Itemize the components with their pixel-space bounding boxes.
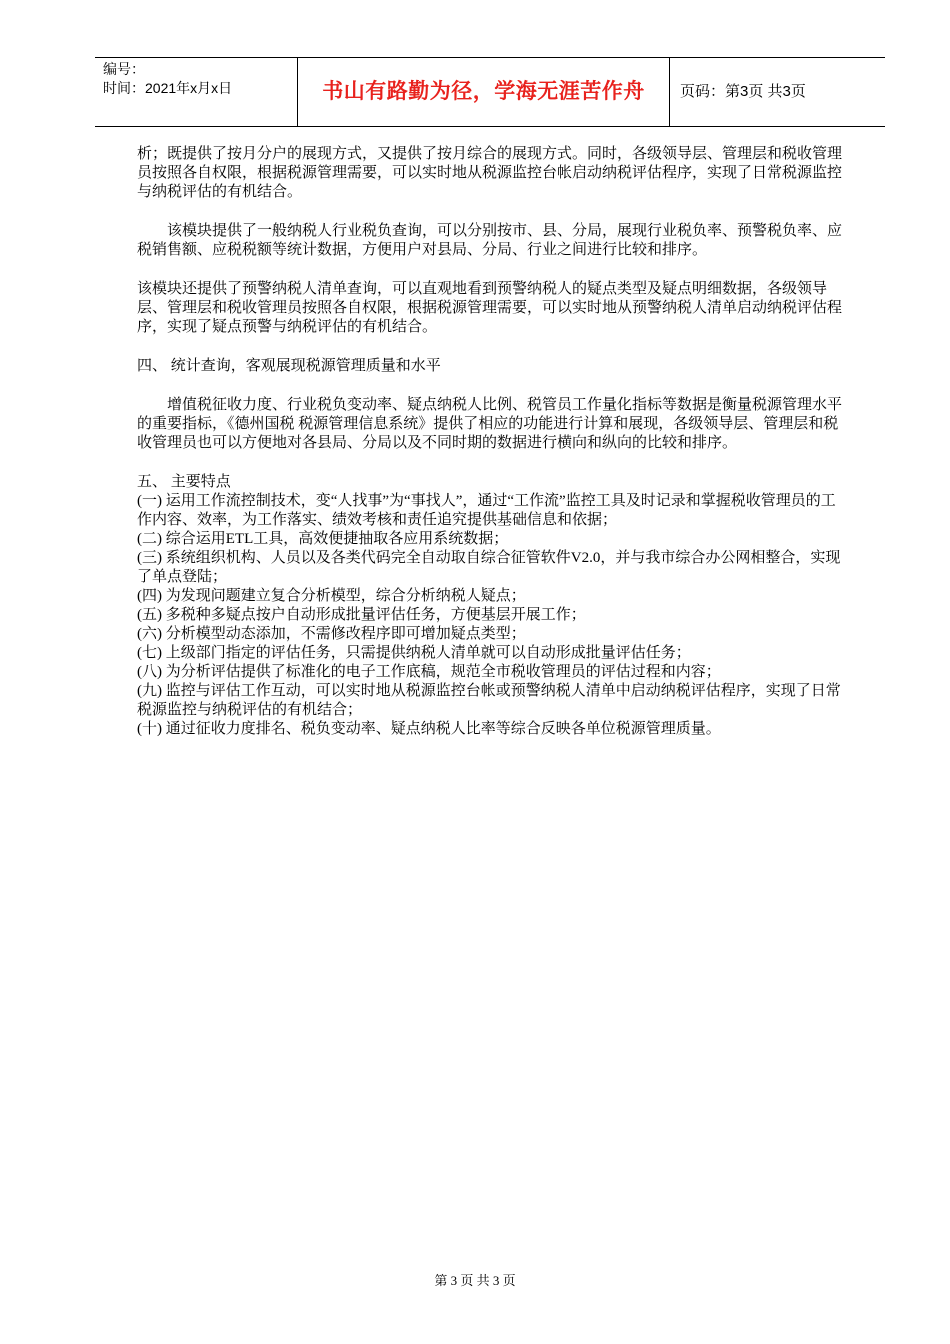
feature-item: (四) 为发现问题建立复合分析模型，综合分析纳税人疑点； [137, 588, 526, 604]
feature-item: (五) 多税种多疑点按户自动形成批量评估任务，方便基层开展工作； [137, 607, 586, 623]
feature-item: (六) 分析模型动态添加，不需修改程序即可增加疑点类型； [137, 626, 526, 642]
document-number-label: 编号： [103, 61, 145, 77]
body-paragraph: 该模块还提供了预警纳税人清单查询，可以直观地看到预警纳税人的疑点类型及疑点明细数据，各级领导层、管理层和税收管理员按照各自权限，根据税源管理需要，可以实时地从预警纳税人清单启动纳税评估程序，实现了疑点预警与纳税评估的有机结合。 [137, 281, 843, 335]
feature-item: (三) 系统组织机构、人员以及各类代码完全自动取自综合征管软件V2.0，并与我市综合办公网相整合，实现了单点登陆； [137, 550, 841, 585]
document-body [137, 145, 849, 739]
body-paragraph: 析；既提供了按月分户的展现方式，又提供了按月综合的展现方式。同时，各级领导层、管理层和税收管理员按照各自权限，根据税源管理需要，可以实时地从税源监控台帐启动纳税评估程序，实现了日常税源监控与纳税评估的有机结合。 [137, 146, 843, 200]
feature-item: (十) 通过征收力度排名、税负变动率、疑点纳税人比率等综合反映各单位税源管理质量。 [137, 721, 721, 737]
header-page-number: 页码：第3页 共3页 [680, 83, 806, 100]
feature-item: (二) 综合运用ETL工具，高效便捷抽取各应用系统数据； [137, 531, 509, 547]
document-time-label: 时间：2021年x月x日 [103, 80, 233, 96]
feature-item: (七) 上级部门指定的评估任务，只需提供纳税人清单就可以自动形成批量评估任务； [137, 645, 691, 661]
section-heading: 四、 统计查询，客观展现税源管理质量和水平 [137, 358, 441, 374]
feature-item: (九) 监控与评估工作互动，可以实时地从税源监控台帐或预警纳税人清单中启动纳税评估程序，实现了日常税源监控与纳税评估的有机结合； [137, 683, 841, 718]
header-divider [669, 58, 670, 126]
body-paragraph: 增值税征收力度、行业税负变动率、疑点纳税人比例、税管员工作量化指标等数据是衡量税源管理水平的重要指标，《德州国税 税源管理信息系统》提供了相应的功能进行计算和展现，各级领导层、管理层和税收管理员也可以方便地对各县局、分局以及不同时期的数据进行横向和纵向的比较和排序。 [137, 397, 843, 451]
header-motto: 书山有路勤为径，学海无涯苦作舟 [322, 80, 645, 103]
feature-item: (一) 运用工作流控制技术，变“人找事”为“事找人”，通过“工作流”监控工具及时记录和掌握税收管理员的工作内容、效率，为工作落实、绩效考核和责任追究提供基础信息和依据； [137, 493, 836, 528]
section-heading: 五、 主要特点 [137, 474, 231, 490]
page-footer: 第 3 页 共 3 页 [434, 1273, 516, 1288]
page-header [95, 57, 885, 127]
header-meta [103, 60, 301, 124]
body-paragraph: 该模块提供了一般纳税人行业税负查询，可以分别按市、县、分局，展现行业税负率、预警税负率、应税销售额、应税税额等统计数据，方便用户对县局、分局、行业之间进行比较和排序。 [137, 223, 843, 258]
feature-item: (八) 为分析评估提供了标准化的电子工作底稿，规范全市税收管理员的评估过程和内容； [137, 664, 721, 680]
